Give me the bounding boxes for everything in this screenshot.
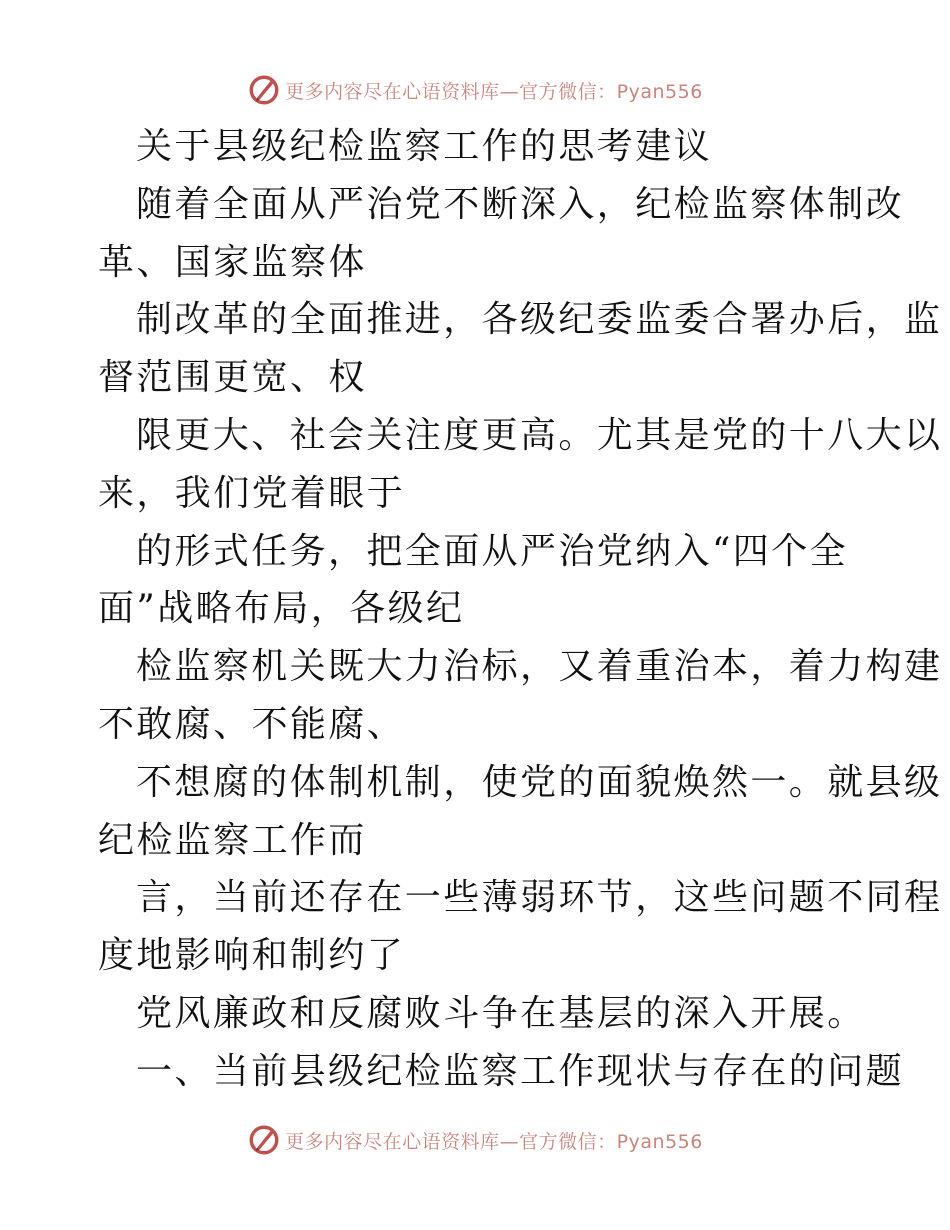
text-line: 制改革的全面推进，各级纪委监委合署办后，监 xyxy=(136,299,943,341)
watermark-text: 更多内容尽在心语资料库—官方微信：Pyan556 xyxy=(285,80,703,103)
text-line: 革、国家监察体 xyxy=(98,241,367,283)
pen-logo-icon xyxy=(247,73,281,107)
text-line: 来，我们党着眼于 xyxy=(98,472,406,514)
header-watermark xyxy=(0,70,950,110)
document-title: 关于县级纪检监察工作的思考建议 xyxy=(136,126,713,167)
text-line: 一、当前县级纪检监察工作现状与存在的问题 xyxy=(136,1050,905,1092)
text-line: 不想腐的体制机制，使党的面貌焕然一。就县级 xyxy=(136,761,943,803)
watermark-text: 更多内容尽在心语资料库—官方微信：Pyan556 xyxy=(285,1130,703,1153)
text-line: 度地影响和制约了 xyxy=(98,935,406,977)
text-line: 党风廉政和反腐败斗争在基层的深入开展。 xyxy=(136,992,866,1034)
text-line: 限更大、社会关注度更高。尤其是党的十八大以 xyxy=(136,414,943,456)
text-line: 检监察机关既大力治标，又着重治本，着力构建 xyxy=(136,646,943,688)
text-line: 纪检监察工作而 xyxy=(98,819,367,861)
text-line: 随着全面从严治党不断深入，纪检监察体制改 xyxy=(136,183,905,225)
text-line: 不敢腐、不能腐、 xyxy=(98,703,406,745)
footer-watermark xyxy=(0,1120,950,1160)
text-line: 面”战略布局，各级纪 xyxy=(98,588,465,630)
text-line: 督范围更宽、权 xyxy=(98,357,367,399)
text-line: 的形式任务，把全面从严治党纳入“四个全 xyxy=(136,530,849,572)
pen-logo-icon xyxy=(247,1123,281,1157)
document-body xyxy=(98,118,943,1101)
text-line: 言，当前还存在一些薄弱环节，这些问题不同程 xyxy=(136,877,943,919)
